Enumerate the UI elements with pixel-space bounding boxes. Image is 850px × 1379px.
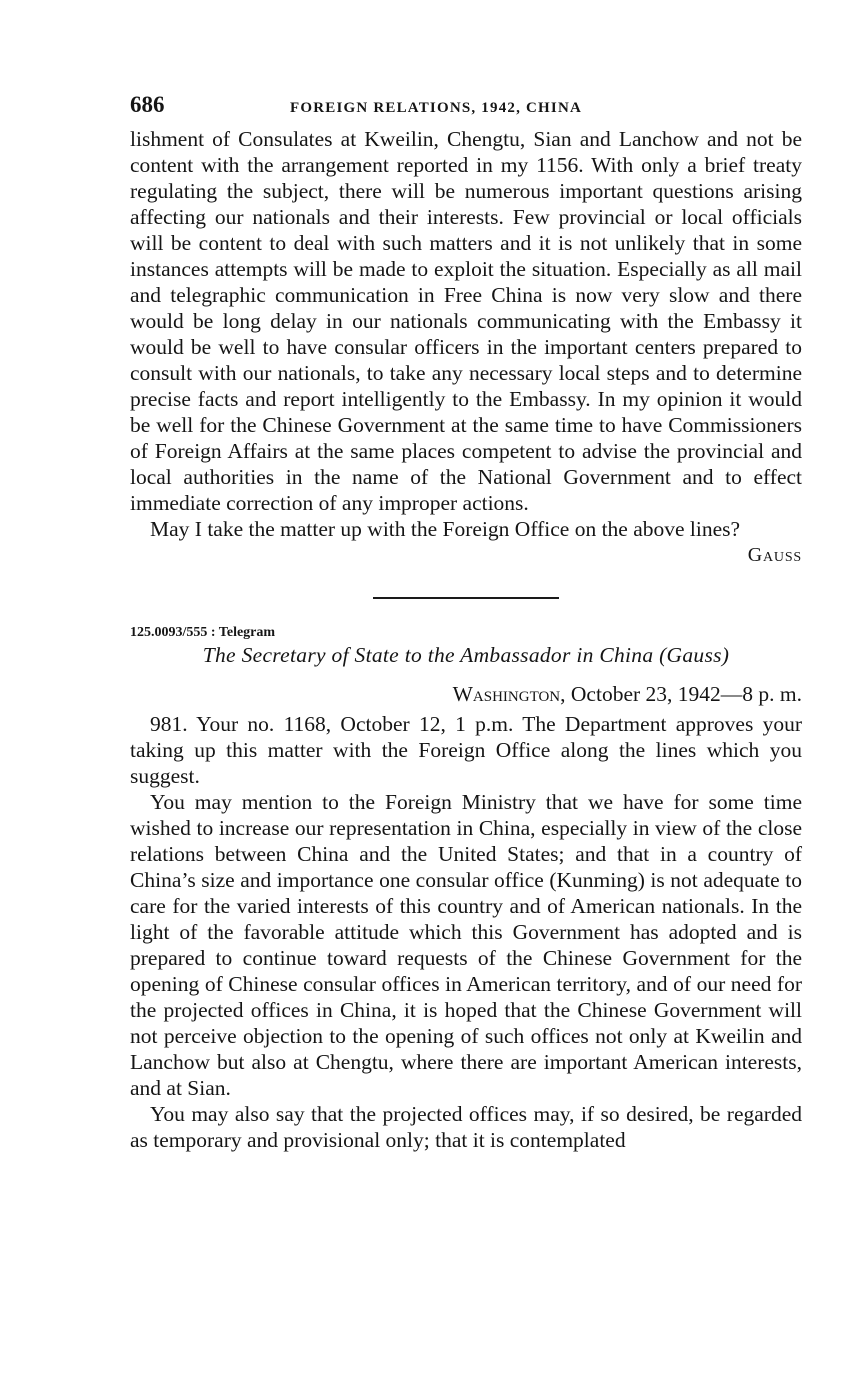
page-number: 686 (130, 92, 165, 117)
dateline-place: Washington, (452, 682, 566, 706)
body-paragraph-3: You may also say that the projected offices may, if so desired, be regarded as temporary and provisional only; that it is contemplated (130, 1102, 802, 1152)
section-divider (373, 597, 559, 599)
continuation-paragraph: lishment of Consulates at Kweilin, Chengtu, Sian and Lanchow and not be content with the arrangement reported in my 1156. With only a brief treaty regulating the subject, there will be numerous important questions arising affecting our nationals and their interests. Few provincial or local officials will be content to deal with such matters and it is not unlikely that in some instances attempts will be made to exploit the situation. Especially as all mail and telegraphic communication in Free China is now very slow and there would be long delay in our nationals communicating with the Embassy it would be well to have consular officers in the important centers prepared to consult with our nationals, to take any necessary local steps and to determine precise facts and report intelligently to the Embassy. In my opinion it would be well for the Chinese Government at the same time to have Commissioners of Foreign Affairs at the same places competent to advise the provincial and local authorities in the name of the National Government and to effect immediate correction of any improper actions. (130, 127, 802, 515)
document-title: The Secretary of State to the Ambassador in China (Gauss) (202, 643, 730, 667)
body-paragraph-1: 981. Your no. 1168, October 12, 1 p.m. The Department approves your taking up this matter with the Foreign Office along the lines which you suggest. (130, 712, 802, 788)
page-header (130, 92, 802, 126)
document-page (130, 92, 802, 1153)
closing-paragraph: May I take the matter up with the Foreign Office on the above lines? (150, 517, 741, 541)
running-head: FOREIGN RELATIONS, 1942, CHINA (290, 100, 583, 116)
dateline (130, 682, 802, 707)
dateline-date: October 23, 1942—8 p. m. (570, 682, 802, 706)
body-paragraph-2: You may mention to the Foreign Ministry that we have for some time wished to increase our representation in China, especially in view of the close relations between China and the United States; and that in a country of China’s size and importance one consular office (Kunming) is not adequate to care for the varied interests of this country and of American nationals. In the light of the favorable attitude which this Government has adopted and is prepared to continue toward requests of the Chinese Government for the opening of Chinese consular offices in American territory, and of our need for the projected offices in China, it is hoped that the Chinese Government will not perceive objection to the opening of such offices not only at Kweilin and Lanchow but also at Chengtu, where there are important American interests, and at Sian. (130, 790, 802, 1100)
file-reference: 125.0093/555 : Telegram (130, 625, 276, 640)
signature: Gauss (747, 544, 802, 566)
